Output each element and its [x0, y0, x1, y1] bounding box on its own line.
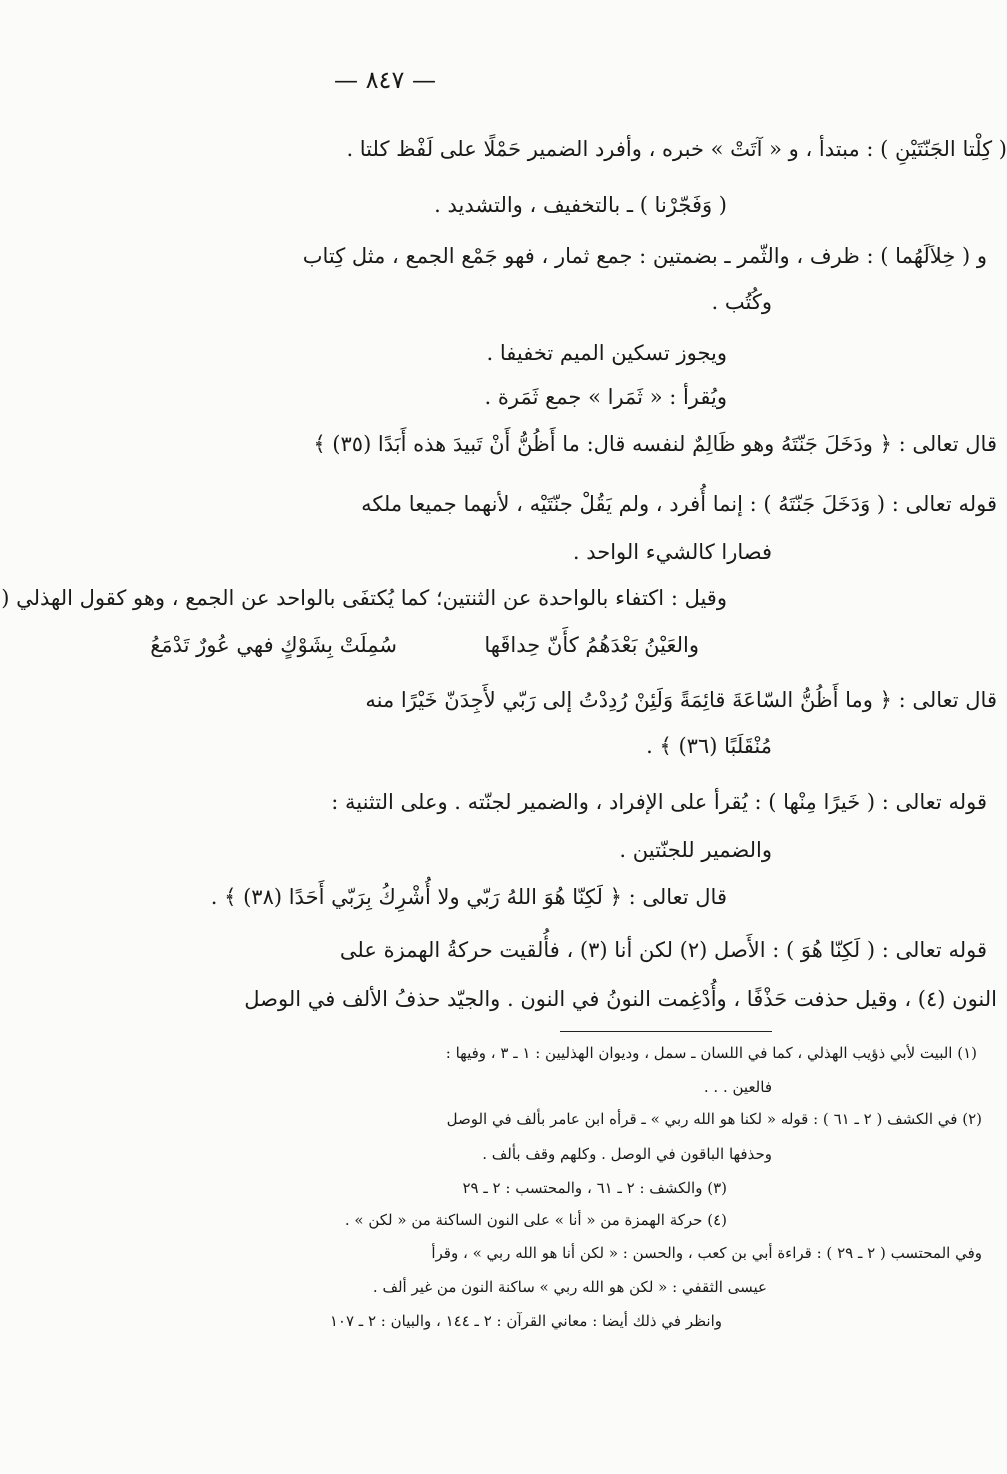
body-line: ويُقرأ : « ثَمَرا » جمع ثَمَرة . — [484, 385, 727, 409]
body-line: والضمير للجنّتين . — [619, 838, 772, 862]
footnote-line: عيسى الثقفي : « لكن هو الله ربي » ساكنة النون من غير ألف . — [372, 1278, 767, 1296]
body-line: النون (٤) ، وقيل حذفت حَذْفًا ، وأُدْغِمت النونُ في النون . والجيّد حذفُ الألف في الوصل — [244, 987, 997, 1011]
verse-hemistich-1: والعَيْنُ بَعْدَهُمُ كأَنّ حِداقَها — [484, 633, 699, 657]
body-line: قال تعالى : ﴿ لَكِنّا هُوَ اللهُ رَبّي ولا أُشْرِكُ بِرَبّي أَحَدًا (٣٨) ﴾ . — [210, 885, 727, 909]
body-line: قوله تعالى : ( لَكِنّا هُوَ ) : الأَصل (٢) لكن أنا (٣) ، فأُلقيت حركةُ الهمزة على — [339, 938, 987, 962]
body-line: ( وَفَجّرْنا ) ـ بالتخفيف ، والتشديد . — [434, 193, 727, 217]
footnote-line: وانظر في ذلك أيضا : معاني القرآن : ٢ ـ ١٤٤ ، والبيان : ٢ ـ ١٠٧ — [329, 1312, 722, 1330]
body-line: فصارا كالشيء الواحد . — [572, 540, 772, 564]
footnote-line: (١) البيت لأبي ذؤيب الهذلي ، كما في اللسان ـ سمل ، وديوان الهذليين : ١ ـ ٣ ، وفيها : — [445, 1044, 977, 1062]
body-line: ويجوز تسكين الميم تخفيفا . — [486, 341, 727, 365]
footnote-line: وفي المحتسب ( ٢ ـ ٢٩ ) : قراءة أبي بن كعب ، والحسن : « لكن أنا هو الله ربي » ، وقرأ — [431, 1244, 982, 1262]
footnote-line: فالعين . . . — [703, 1078, 772, 1096]
body-line: مُنْقَلَبًا (٣٦) ﴾ . — [646, 734, 772, 758]
body-line: قال تعالى : ﴿ ودَخَلَ جَنّتَهُ وهو ظَالِمٌ لنفسه قال: ما أَظُنُّ أَنْ تَبيدَ هذه أَبَدًا (٣٥) ﴾ — [313, 432, 997, 456]
body-line: وكُتُب . — [711, 290, 772, 314]
body-line: قال تعالى : ﴿ وما أَظُنُّ السّاعَةَ قائِمَةً وَلَئِنْ رُدِدْتُ إلى رَبّي لأَجِدَنّ خَيْرًا منه — [365, 688, 997, 712]
footnote-rule — [560, 1031, 772, 1032]
footnote-line: وحذفها الباقون في الوصل . وكلهم وقف بألف . — [482, 1145, 772, 1163]
body-line: قوله تعالى : ( وَدَخَلَ جَنّتَهُ ) : إنما أُفرد ، ولم يَقُلْ جنّتَيْه ، لأنهما جميعا ملكه — [361, 492, 997, 516]
body-line: و ( خِلاَلَهُما ) : ظرف ، والثّمر ـ بضمتين : جمع ثمار ، فهو جَمْع الجمع ، مثل كِتاب — [302, 244, 987, 268]
body-line: وقيل : اكتفاء بالواحدة عن الثنتين؛ كما يُكتفَى بالواحد عن الجمع ، وهو كقول الهذلي ( — [1, 586, 727, 610]
verse-hemistich-2: سُمِلَتْ بِشَوْكٍ فهي عُورٌ تَدْمَعُ — [150, 633, 397, 657]
footnote-line: (٣) والكشف : ٢ ـ ٦١ ، والمحتسب : ٢ ـ ٢٩ — [462, 1179, 727, 1197]
footnote-line: (٢) في الكشف ( ٢ ـ ٦١ ) : قوله « لكنا هو الله ربي » ـ قرأه ابن عامر بألف في الوصل — [446, 1110, 982, 1128]
page-number: — ٨٤٧ — — [334, 66, 436, 94]
body-line: قوله تعالى : ( خَيرًا مِنْها ) : يُقرأ على الإفراد ، والضمير لجنّته . وعلى التثنية : — [331, 790, 987, 814]
body-line: ( كِلْتا الجَنّتَيْنِ ) : مبتدأ ، و « آتَتْ » خبره ، وأفرد الضمير حَمْلًا على لَفْظ كلتا . — [346, 137, 1007, 161]
footnote-line: (٤) حركة الهمزة من « أنا » على النون الساكنة من « لكن » . — [344, 1211, 727, 1229]
